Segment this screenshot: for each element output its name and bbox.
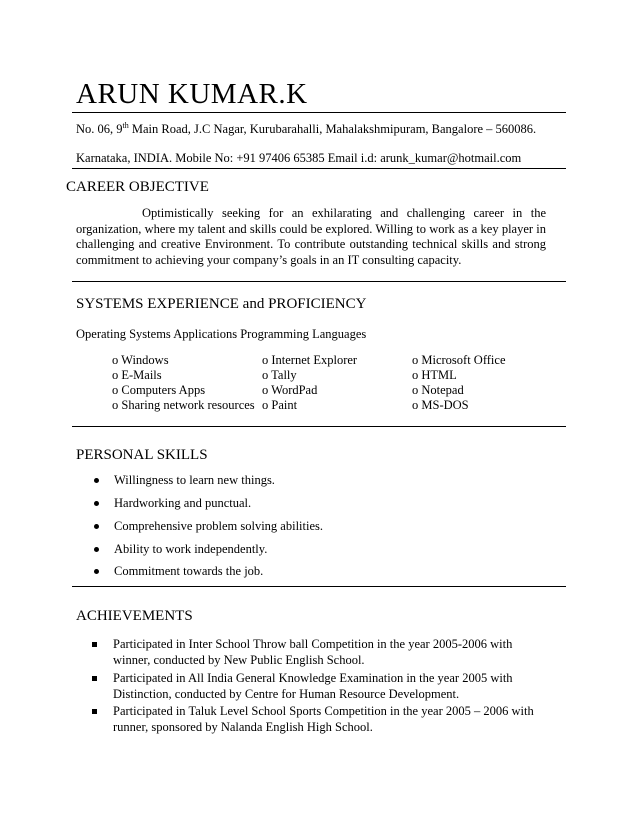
bullet-icon: [94, 501, 99, 506]
personal-skills-heading: PERSONAL SKILLS: [76, 447, 208, 463]
square-bullet-icon: [92, 676, 97, 681]
list-item-text: Comprehensive problem solving abilities.: [114, 519, 323, 533]
skill-item: o Paint: [262, 398, 298, 412]
address-line-1: [76, 122, 536, 137]
bullet-icon: [94, 569, 99, 574]
career-objective-divider: [72, 281, 566, 282]
list-item: [94, 519, 323, 534]
career-objective-text: Optimistically seeking for an exhilarating and challenging career in the organization, where my talent and skills could be explored. Willing to work as a key player in challenging and creative Environment. To contribute outstanding technical skills and strong commitment to achieving your company’s goals in an IT consulting capacity.: [76, 206, 546, 267]
header-divider-bottom: [72, 168, 566, 169]
square-bullet-icon: [92, 709, 97, 714]
list-item-text: Ability to work independently.: [114, 542, 268, 556]
achievements-heading: ACHIEVEMENTS: [76, 608, 193, 624]
address-line-1-start: No. 06, 9: [76, 122, 123, 136]
skill-item: o Windows: [112, 353, 169, 367]
header-divider-top: [72, 112, 566, 113]
list-item: [94, 542, 267, 557]
address-line-1-end: Main Road, J.C Nagar, Kurubarahalli, Mahalakshmipuram, Bangalore – 560086.: [128, 122, 537, 136]
list-item-text: Commitment towards the job.: [114, 564, 264, 578]
list-item: [92, 671, 552, 702]
personal-skills-divider: [72, 586, 566, 587]
skill-item: o Internet Explorer: [262, 353, 358, 367]
systems-subheading: Operating Systems Applications Programming Languages: [76, 327, 367, 341]
list-item: [94, 564, 263, 579]
list-item-text: Participated in Taluk Level School Sports Competition in the year 2005 – 2006 with runner, sponsored by Nalanda English High School.: [113, 704, 534, 734]
skill-item: o WordPad: [262, 383, 318, 397]
list-item-text: Hardworking and punctual.: [114, 496, 252, 510]
list-item: [94, 496, 251, 511]
skill-item: o Microsoft Office: [412, 353, 506, 367]
bullet-icon: [94, 524, 99, 529]
skill-item: o HTML: [412, 368, 457, 382]
skill-item: o Notepad: [412, 383, 464, 397]
list-item-text: Participated in All India General Knowledge Examination in the year 2005 with Distinction, conducted by Centre for Human Resource Development.: [113, 671, 513, 701]
skill-item: o Computers Apps: [112, 383, 206, 397]
career-objective-paragraph: [76, 206, 546, 268]
list-item: [92, 637, 552, 668]
square-bullet-icon: [92, 642, 97, 647]
list-item-text: Participated in Inter School Throw ball Competition in the year 2005-2006 with winner, conducted by New Public English School.: [113, 637, 513, 667]
systems-column-1: [112, 353, 255, 413]
skill-item: o Sharing network resources: [112, 398, 255, 412]
address-line-2: Karnataka, INDIA. Mobile No: +91 97406 65385 Email i.d: arunk_kumar@hotmail.com: [76, 151, 522, 165]
candidate-name: ARUN KUMAR.K: [76, 78, 308, 110]
address-line-1-superscript: th: [122, 120, 129, 130]
systems-heading: SYSTEMS EXPERIENCE and PROFICIENCY: [76, 296, 367, 312]
career-objective-heading: CAREER OBJECTIVE: [66, 179, 209, 195]
skill-item: o Tally: [262, 368, 297, 382]
list-item: [92, 704, 552, 735]
systems-divider: [72, 426, 566, 427]
skill-item: o MS-DOS: [412, 398, 469, 412]
systems-column-2: [262, 353, 357, 413]
bullet-icon: [94, 478, 99, 483]
skill-item: o E-Mails: [112, 368, 162, 382]
bullet-icon: [94, 547, 99, 552]
list-item: [94, 473, 275, 488]
list-item-text: Willingness to learn new things.: [114, 473, 275, 487]
systems-column-3: [412, 353, 506, 413]
